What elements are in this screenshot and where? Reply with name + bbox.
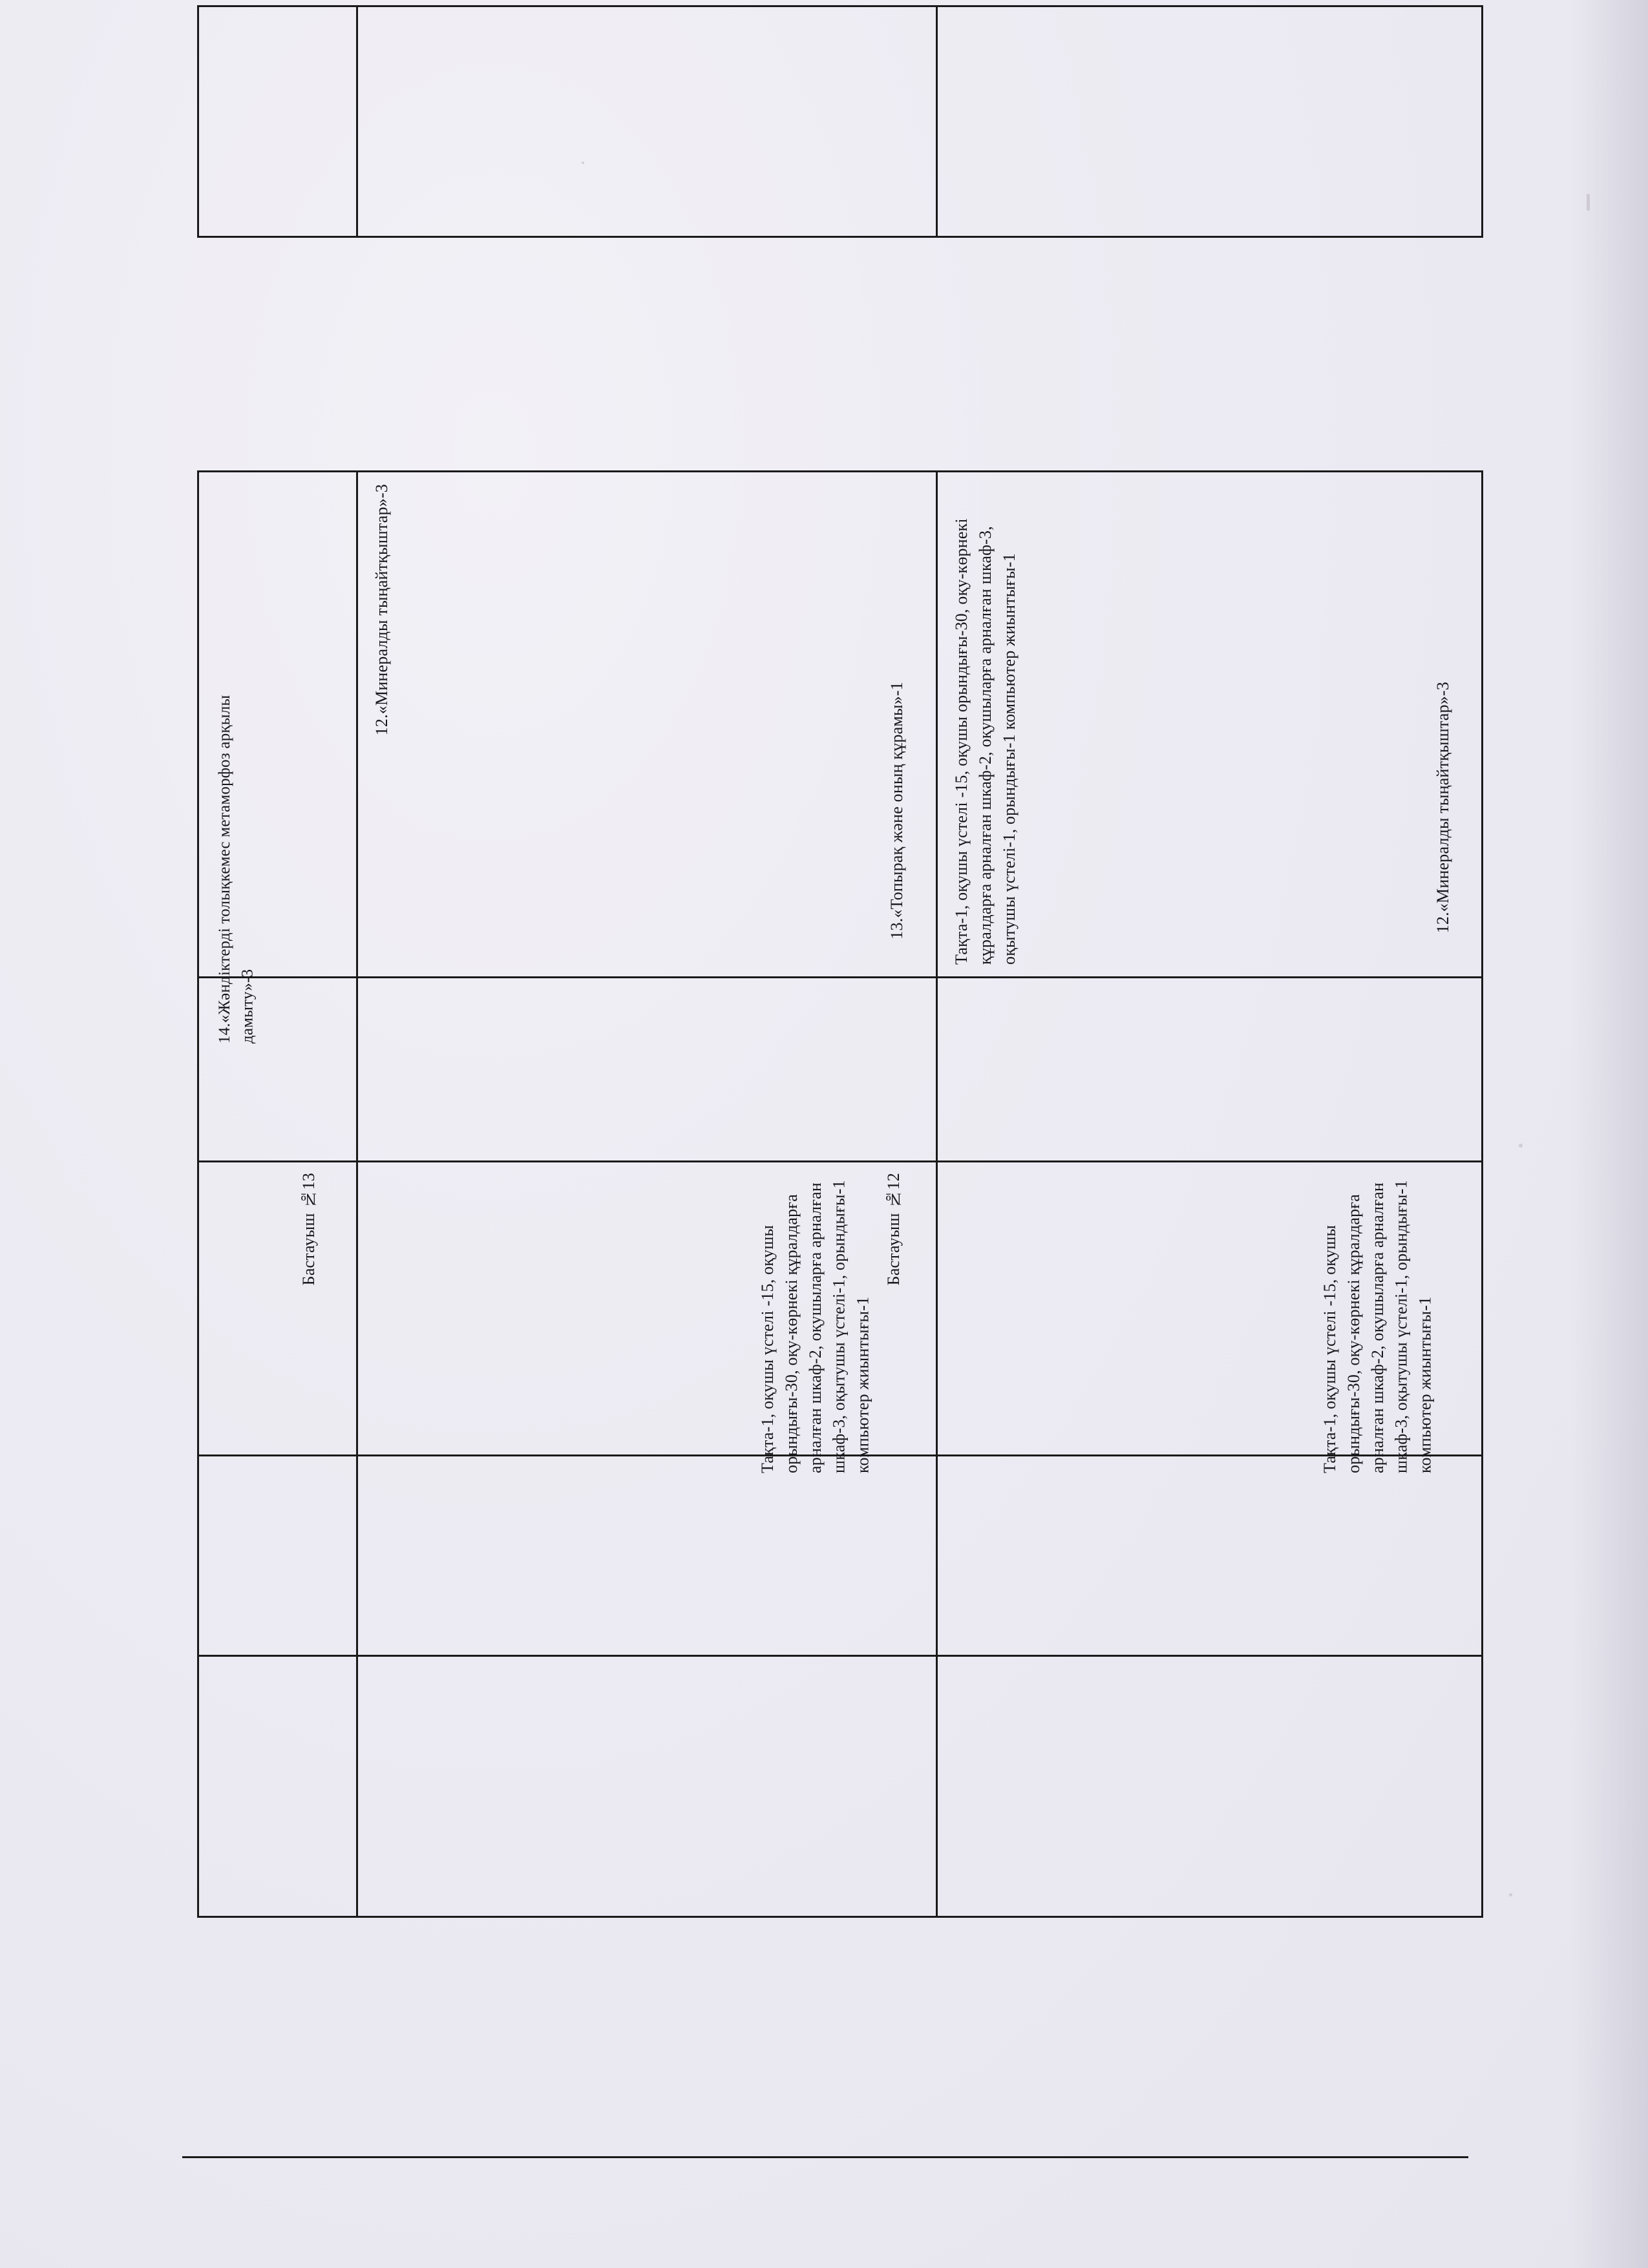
equipment-block-2 <box>756 1170 950 1480</box>
scan-speck <box>1509 1893 1512 1896</box>
table-cell-equipment <box>936 472 1485 976</box>
scan-speck <box>1587 194 1590 211</box>
table-cell-empty <box>936 7 1485 236</box>
topic-text-entry-12: 12.«Минералды тыңайтқыштар»-3 <box>1433 682 1452 934</box>
topic-block-14 <box>213 682 297 1044</box>
school-text-entry-13: Бастауыш №13 <box>299 1173 318 1286</box>
table-cell-empty <box>199 7 356 236</box>
table-cell-empty <box>356 1655 936 1920</box>
table-cell-equipment <box>936 976 1485 1160</box>
school-text-entry-12: Бастауыш №12 <box>884 1173 903 1286</box>
topic-text-entry-14: 14.«Жәндіктерді толықкемес метаморфоз арқылы дамыту»-3 <box>216 695 257 1044</box>
equipment-text-entry-12: Тақта-1, оқушы үстелі -15, оқушы орындығы-30, оқу-көрнекі құралдарға арналған шкаф-2, оқушыларға арналған шкаф-3, оқытушы үстелі-1, орындығы-1 компьютер жиынтығы-1 <box>1320 1180 1435 1473</box>
school-block-12 <box>882 1173 921 1405</box>
table-cell-left <box>199 1454 356 1655</box>
topic-text-entry-13: 13.«Топырақ және оның құрамы»-1 <box>887 682 906 940</box>
table-cell-empty <box>356 1454 936 1655</box>
table-cell-empty <box>356 7 936 236</box>
table-cell-middle <box>356 976 936 1160</box>
continuation-table-top <box>197 5 1483 238</box>
scan-speck <box>1519 1144 1523 1148</box>
topic-text-1: 12.«Минералды тыңайтқыштар»-3 <box>372 484 391 736</box>
topic-block-13 <box>885 682 950 1044</box>
table-cell-empty <box>936 1655 1485 1920</box>
scan-speck <box>582 162 584 164</box>
table-cell-left <box>199 1655 356 1920</box>
table-cell-empty <box>936 1454 1485 1655</box>
school-block-13 <box>297 1173 336 1405</box>
footer-rule <box>182 2156 1468 2158</box>
equipment-text-entry-13: Тақта-1, оқушы үстелі -15, оқушы орындығы-30, оқу-көрнекі құралдарға арналған шкаф-2, оқушыларға арналған шкаф-3, оқытушы үстелі-1, орындығы-1 компьютер жиынтығы-1 <box>758 1180 872 1473</box>
equipment-text-1: Тақта-1, оқушы үстелі -15, оқушы орындығы-30, оқу-көрнекі құралдарға арналған шкаф-2, оқушыларға арналған шкаф-3, оқытушы үстелі-1, орындығы-1 компьютер жиынтығы-1 <box>952 518 1019 965</box>
equipment-block-1 <box>1318 1170 1467 1480</box>
topic-block-12 <box>1431 682 1473 1044</box>
table-cell-topic <box>356 472 936 976</box>
